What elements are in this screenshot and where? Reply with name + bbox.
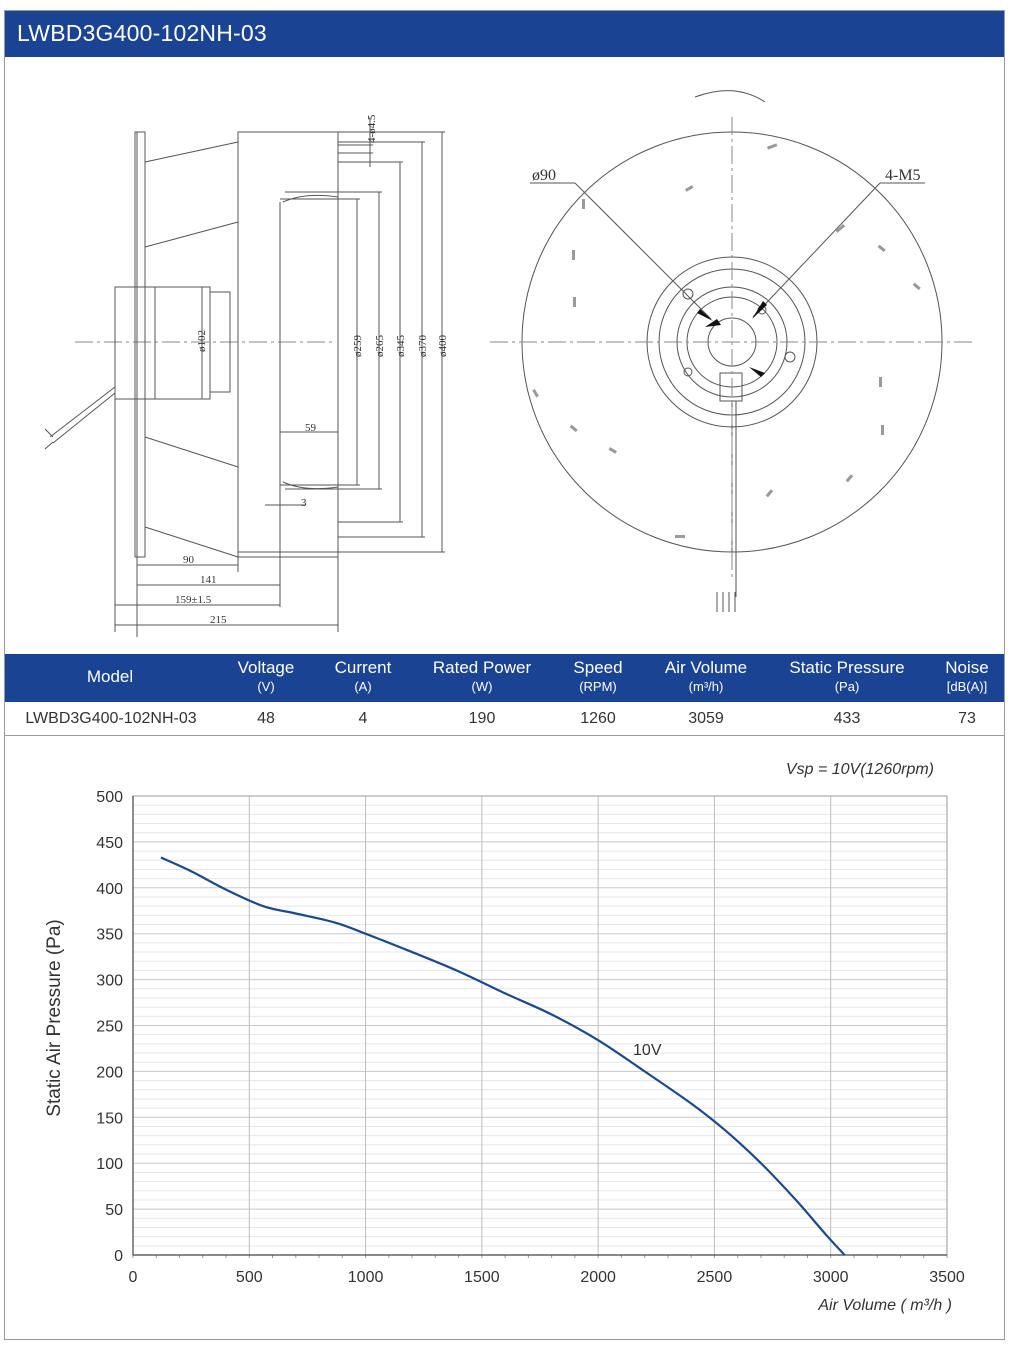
y-tick-label: 250: [96, 1018, 123, 1036]
header-rated-power: Rated Power (W): [432, 658, 532, 694]
dim-label: ø90: [532, 167, 556, 184]
y-tick-label: 350: [96, 926, 123, 944]
dim-label: 159±1.5: [175, 594, 212, 606]
dim-label: 141: [200, 574, 217, 586]
y-tick-label: 400: [96, 880, 123, 898]
y-tick-label: 500: [96, 789, 123, 806]
y-tick-label: 450: [96, 834, 123, 852]
series-label: 10V: [633, 1041, 662, 1059]
y-tick-label: 300: [96, 972, 123, 990]
x-tick-label: 3500: [929, 1269, 965, 1286]
x-tick-label: 2500: [696, 1269, 733, 1286]
header-noise: Noise [dB(A)]: [945, 658, 989, 694]
cell-speed: 1260: [580, 710, 616, 727]
dim-label: 4-ø4.5: [366, 114, 378, 143]
cell-model: LWBD3G400-102NH-03: [25, 710, 197, 727]
cell-voltage: 48: [257, 710, 275, 727]
model-title: LWBD3G400-102NH-03: [17, 20, 267, 46]
cell-air-volume: 3059: [688, 710, 724, 727]
dim-label: ø370: [417, 335, 429, 357]
dim-label: ø400: [437, 335, 449, 357]
y-tick-label: 0: [114, 1248, 123, 1265]
x-tick-label: 500: [235, 1269, 263, 1286]
cell-rated-power: 190: [468, 710, 496, 727]
title-bar: [5, 11, 1004, 57]
dim-label: 3: [301, 497, 307, 509]
spec-table-row: [5, 703, 1004, 736]
x-tick-label: 0: [128, 1269, 138, 1286]
dim-label: ø259: [352, 335, 364, 357]
dim-label: ø265: [374, 335, 386, 357]
chart-annotation: Vsp = 10V(1260rpm): [785, 761, 934, 778]
header-voltage: Voltage (V): [237, 658, 295, 694]
dim-label: ø102: [196, 330, 208, 352]
dim-label: 215: [210, 614, 227, 626]
dim-label: ø345: [395, 335, 407, 357]
x-tick-label: 1500: [464, 1269, 500, 1286]
header-current: Current (A): [334, 658, 392, 694]
header-model: Model: [86, 667, 134, 686]
x-axis-label: Air Volume ( m³/h ): [818, 1297, 952, 1314]
chart-svg: [5, 736, 1004, 1336]
dim-label: 90: [183, 554, 194, 566]
cell-static-pressure: 433: [833, 710, 861, 727]
technical-drawing: [5, 57, 1004, 653]
performance-chart: [5, 736, 1004, 1336]
header-speed: Speed (RPM): [573, 658, 623, 694]
header-static-pressure: Static Pressure (Pa): [789, 658, 905, 694]
dim-label: 4-M5: [885, 167, 921, 184]
drawing-svg: [5, 57, 1004, 653]
y-tick-label: 50: [105, 1202, 123, 1220]
spec-table-header: [5, 654, 1004, 702]
y-tick-label: 200: [96, 1064, 123, 1082]
x-tick-label: 3000: [812, 1269, 849, 1286]
y-tick-label: 150: [96, 1110, 123, 1128]
cell-noise: 73: [958, 710, 976, 727]
header-air-volume: Air Volume (m³/h): [664, 658, 748, 694]
y-tick-label: 100: [96, 1156, 123, 1174]
cell-current: 4: [358, 710, 368, 727]
y-axis-label: Static Air Pressure (Pa): [44, 919, 65, 1117]
x-tick-label: 2000: [580, 1269, 616, 1286]
x-tick-label: 1000: [347, 1269, 384, 1286]
series-line-10v: [161, 858, 845, 1255]
dim-label: 59: [305, 422, 316, 434]
